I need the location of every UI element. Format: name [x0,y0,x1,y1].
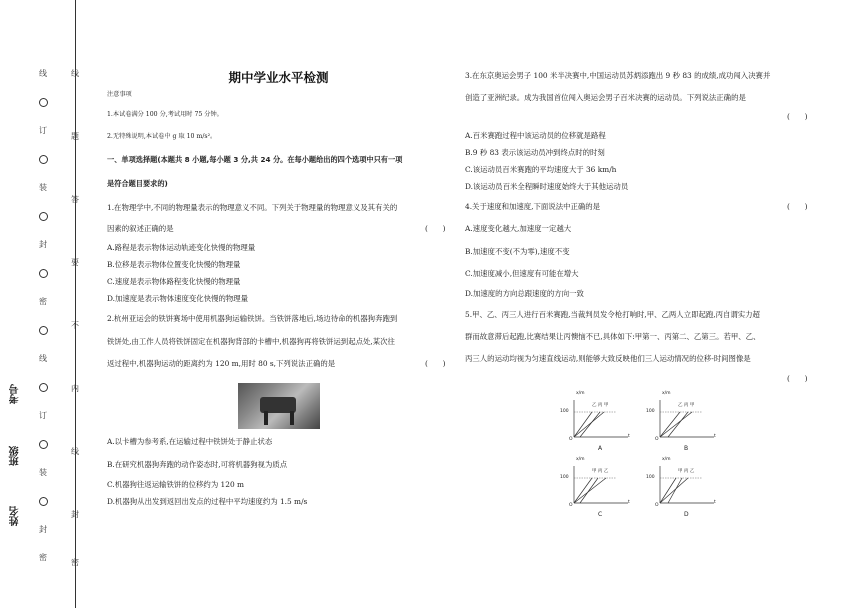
binding-circle-icon [39,155,48,164]
graph-b [646,391,722,452]
y-tick-100: 100 [560,475,569,480]
binding-circle-icon [39,326,48,335]
binding-char: 密 [39,297,47,306]
robot-dog-leg [290,411,294,425]
graph-caption: D [684,511,689,518]
binding-char: 密 [39,553,47,562]
q1-answer-paren: ( ) [425,224,446,233]
q2-answer-paren: ( ) [425,359,446,368]
q2-stem-cont: 铁饼处,由工作人员将铁饼固定在机器狗背部的卡槽中,机器狗再将铁饼运到起点处,某次往 [107,337,395,346]
y-tick-100: 100 [560,409,569,414]
q3-option-c: C.该运动员百米赛跑的平均速度大于 36 km/h [465,165,617,174]
q2-option-c: C.机器狗往返运输铁饼的位移约为 120 m [107,480,245,489]
binding-char: 订 [39,126,47,135]
binding-char: 答 [71,195,79,204]
binding-char: 订 [39,411,47,420]
q3-stem: 3.在东京奥运会男子 100 米半决赛中,中国运动员苏炳添跑出 9 秒 83 的成绩,成功闯入决赛并 [465,71,771,80]
binding-char: 线 [39,354,47,363]
q2-stem: 2.杭州亚运会的铁饼赛场中使用机器狗运输铁饼。当铁饼落地后,场边待命的机器狗奔跑到 [107,314,398,323]
q1-option-d: D.加速度是表示物体速度变化快慢的物理量 [107,294,249,303]
binding-circle-icon [39,497,48,506]
binding-circle-icon [39,440,48,449]
binding-char: 线 [71,447,79,456]
notes-heading: 注意事项 [107,91,132,98]
runner-line [668,412,688,437]
binding-column-warning [68,70,82,567]
q5-stem: 5.甲、乙、丙三人进行百米赛跑,当裁判员发令枪打响时,甲、乙两人立即起跑,丙自谓实力超 [465,310,760,319]
robot-dog-photo [238,383,320,429]
section1-heading-cont: 是符合题目要求的) [107,179,168,188]
notes-item-1: 1.本试卷满分 100 分,考试用时 75 分钟。 [107,111,223,118]
binding-char: 不 [71,321,79,330]
x-axis-unit: t [714,500,716,505]
q3-answer-paren: ( ) [787,112,808,121]
q3-option-d: D.该运动员百米全程瞬时速度始终大于其他运动员 [465,182,629,191]
q4-option-c: C.加速度减小,但速度有可能在增大 [465,269,579,278]
q3-stem-cont: 创造了亚洲纪录。成为我国首位闯入奥运会男子百米决赛的运动员。下列说法正确的是 [465,93,746,102]
graph-caption: A [598,445,603,452]
q2-option-b: B.在研究机器狗奔跑的动作姿态时,可将机器狗视为质点 [107,460,288,469]
binding-char: 装 [39,468,47,477]
q2-stem-cont-2: 返过程中,机器狗运动的距离约为 120 m,用时 80 s,下列说法正确的是 [107,359,336,368]
q4-option-a: A.速度变化越大,加速度一定越大 [465,224,572,233]
curve-labels: 乙 丙 甲 [678,403,695,408]
binding-char: 内 [71,384,79,393]
binding-char: 密 [71,558,79,567]
origin-label: O [655,437,659,442]
binding-circle-icon [39,383,48,392]
curve-labels: 甲 丙 乙 [592,469,609,474]
q3-option-b: B.9 秒 83 表示该运动员冲到终点时的时刻 [465,148,605,157]
q5-stem-cont-2: 丙三人的运动均视为匀速直线运动,则能够大致反映他们三人运动情况的位移-时间图像是 [465,354,751,363]
y-axis-unit: x/m [662,391,671,396]
binding-char: 封 [39,525,47,534]
graph-a [560,391,636,452]
binding-column-circles [36,70,50,562]
origin-label: O [569,437,573,442]
binding-circle-icon [39,212,48,221]
y-axis-unit: x/m [662,457,671,462]
runner-line [574,478,606,503]
q2-option-a: A.以卡槽为参考系,在运输过程中铁饼处于静止状态 [107,437,273,446]
q4-answer-paren: ( ) [787,202,808,211]
binding-circle-icon [39,269,48,278]
binding-char: 要 [71,258,79,267]
y-tick-100: 100 [646,475,655,480]
q5-stem-cont: 群而故意滞后起跑,比赛结果让丙懊恼不已,具体如下:甲第一、丙第二、乙第三。若甲、乙、 [465,332,761,341]
graph-caption: B [684,445,689,452]
binding-strip [0,0,95,608]
q4-stem: 4.关于速度和加速度,下面说法中正确的是 [465,202,601,211]
graph-c [560,457,636,518]
binding-circle-icon [39,98,48,107]
runner-line [668,478,682,503]
binding-char: 线 [71,69,79,78]
runner-line [660,412,692,437]
y-axis-unit: x/m [576,457,585,462]
exam-number-label: 考号 [10,384,21,404]
binding-char: 线 [39,69,47,78]
curve-labels: 甲 丙 乙 [678,469,695,474]
q5-answer-paren: ( ) [787,374,808,383]
y-axis-unit: x/m [576,391,585,396]
runner-line [660,412,680,437]
section1-heading: 一、单项选择题(本题共 8 小题,每小题 3 分,共 24 分。在每小题给出的四个选项中只有一项 [107,155,403,164]
x-axis-unit: t [628,434,630,439]
q1-option-c: C.速度是表示物体路程变化快慢的物理量 [107,277,241,286]
q1-option-b: B.位移是表示物体位置变化快慢的物理量 [107,260,241,269]
q1-stem-cont: 因素的叙述正确的是 [107,224,174,233]
q1-stem: 1.在物理学中,不同的物理量表示的物理意义不同。下列关于物理量的物理意义及其有关的 [107,203,398,212]
y-tick-100: 100 [646,409,655,414]
robot-dog-leg [264,411,268,425]
graph-d [646,457,722,518]
q4-option-d: D.加速度的方向总跟速度的方向一致 [465,289,584,298]
binding-char: 题 [71,132,79,141]
binding-char: 封 [39,240,47,249]
curve-labels: 乙 丙 甲 [592,403,609,408]
q1-option-a: A.路程是表示物体运动轨迹变化快慢的物理量 [107,243,256,252]
notes-item-2: 2.无特殊说明,本试卷中 g 取 10 m/s²。 [107,133,217,140]
page-title: 期中学业水平检测 [228,70,329,85]
q4-option-b: B.加速度不变(不为零),速度不变 [465,247,570,256]
graph-caption: C [598,511,603,518]
origin-label: O [569,503,573,508]
origin-label: O [655,503,659,508]
name-label: 姓名 [10,506,21,526]
x-axis-unit: t [714,434,716,439]
binding-char: 装 [39,183,47,192]
q2-option-d: D.机器狗从出发到返回出发点的过程中平均速度约为 1.5 m/s [107,497,308,506]
q3-option-a: A.百米赛跑过程中该运动员的位移就是路程 [465,131,606,140]
binding-char: 封 [71,510,79,519]
class-label: 班级 [10,446,21,466]
x-axis-unit: t [628,500,630,505]
